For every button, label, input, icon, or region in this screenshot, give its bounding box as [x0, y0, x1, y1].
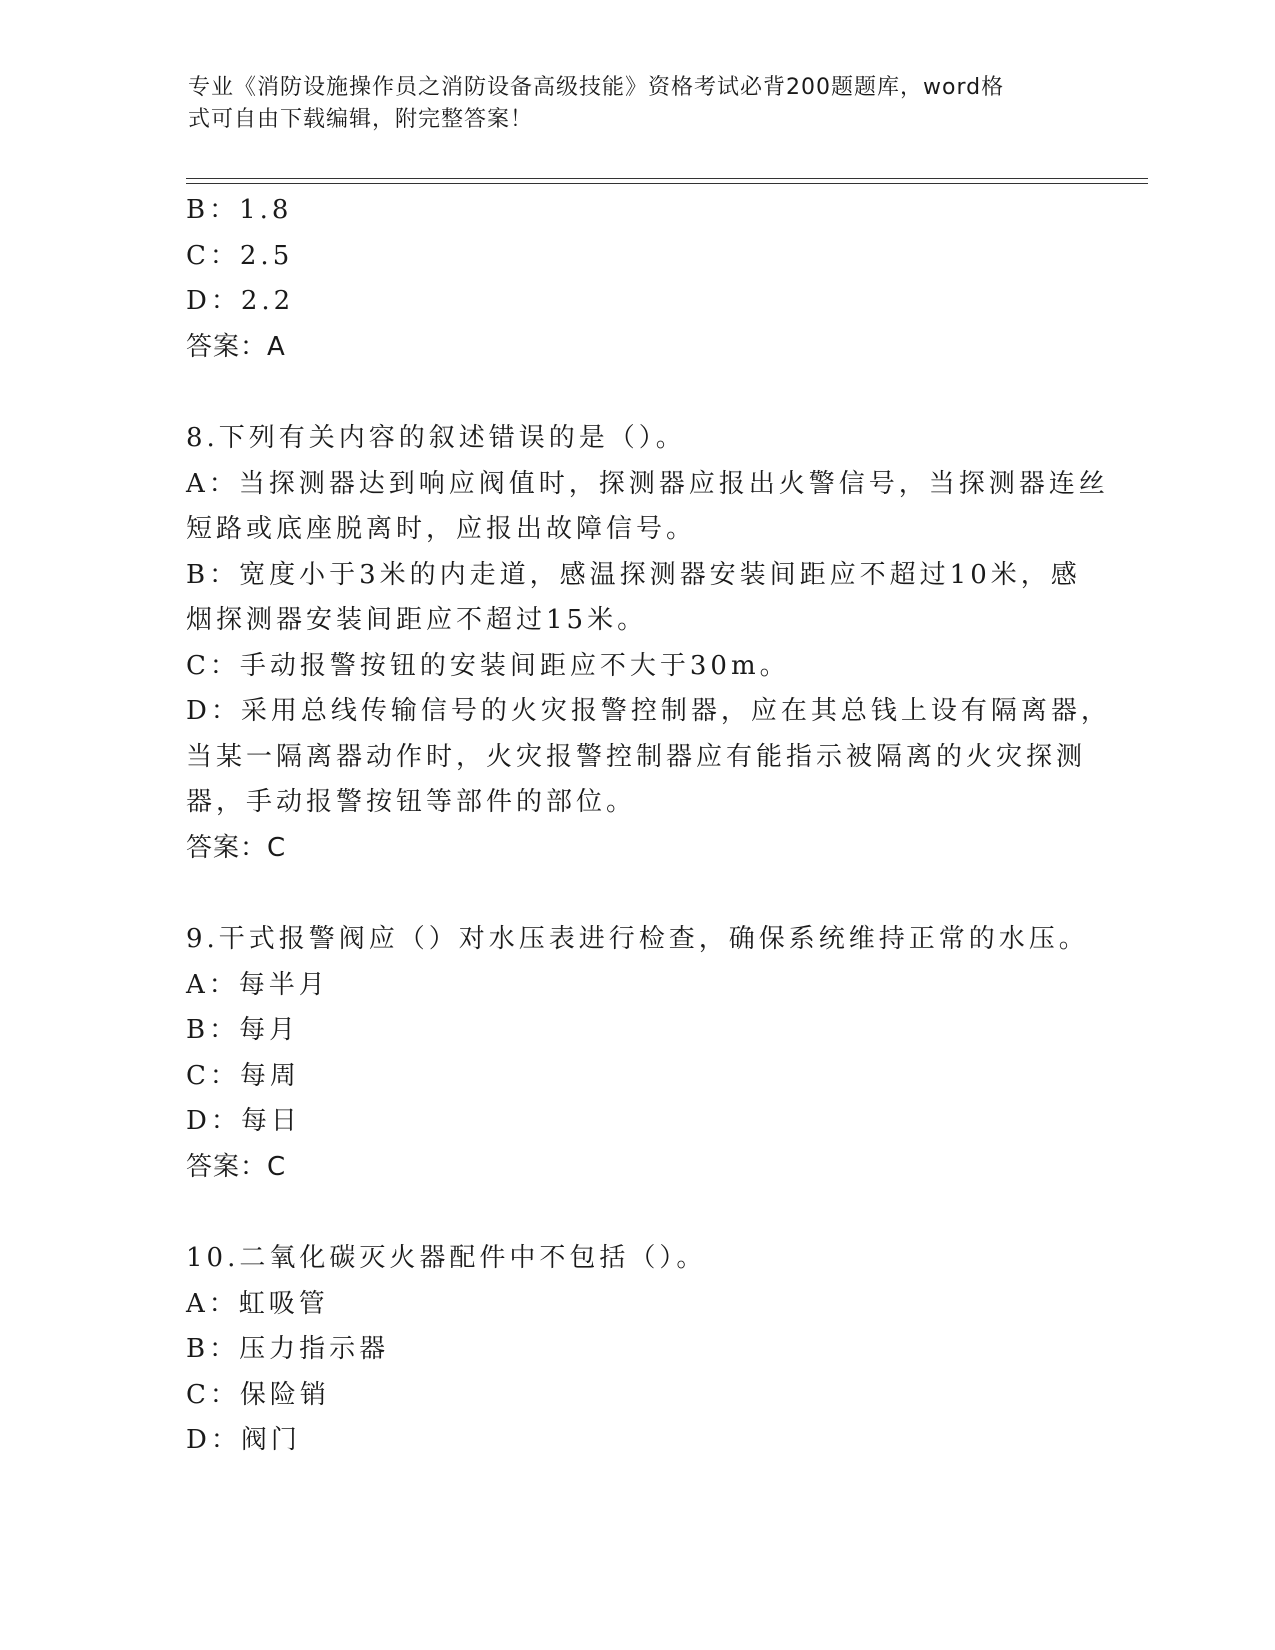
spacer — [186, 370, 1086, 416]
option-a: A：每半月 — [186, 969, 329, 1000]
question-text: 8.下列有关内容的叙述错误的是（）。 — [186, 423, 686, 453]
question-text: 9.干式报警阀应（）对水压表进行检查，确保系统维持正常的水压。 — [186, 924, 1089, 954]
option-b: B：1.8 — [186, 195, 293, 225]
option-c: C：2.5 — [186, 240, 294, 271]
spacer — [186, 1190, 1086, 1236]
option-b-continued: 烟探测器安装间距应不超过15米。 — [186, 605, 648, 635]
option-d-continued: 当某一隔离器动作时，火灾报警控制器应有能指示被隔离的火灾探测 — [186, 741, 1087, 772]
question-text: 10.二氧化碳灭火器配件中不包括（）。 — [186, 1243, 707, 1273]
option-d: D：每日 — [186, 1106, 301, 1136]
question-8 — [186, 416, 1111, 871]
option-d: D：采用总线传输信号的火灾报警控制器，应在其总钱上设有隔离器， — [186, 696, 1111, 726]
option-b: B：压力指示器 — [186, 1334, 390, 1364]
spacer — [186, 871, 1086, 917]
option-d-continued: 器，手动报警按钮等部件的部位。 — [186, 787, 637, 817]
option-d: D：阀门 — [186, 1425, 301, 1455]
option-b: B：每月 — [186, 1015, 300, 1045]
option-a: A：当探测器达到响应阀值时，探测器应报出火警信号，当探测器连丝 — [186, 468, 1109, 499]
header-divider-top — [186, 178, 1148, 179]
option-c: C：手动报警按钮的安装间距应不大于30m。 — [186, 650, 790, 681]
document-header — [188, 72, 1068, 136]
answer: 答案：C — [186, 832, 287, 863]
header-line-1: 专业《消防设施操作员之消防设备高级技能》资格考试必背200题题库，word格 — [188, 75, 1005, 100]
option-a-continued: 短路或底座脱离时，应报出故障信号。 — [186, 514, 697, 544]
question-list — [186, 188, 1111, 1464]
header-line-2: 式可自由下载编辑，附完整答案！ — [188, 107, 534, 132]
option-b: B：宽度小于3米的内走道，感温探测器安装间距应不超过10米，感 — [186, 559, 1081, 590]
option-a: A：虹吸管 — [186, 1288, 329, 1319]
option-c: C：保险销 — [186, 1379, 330, 1410]
option-d: D：2.2 — [186, 286, 295, 316]
option-c: C：每周 — [186, 1060, 300, 1091]
header-divider-bottom — [186, 183, 1148, 184]
question-10 — [186, 1236, 1086, 1464]
question-9 — [186, 917, 1089, 1190]
answer: 答案：C — [186, 1151, 287, 1182]
answer: 答案：A — [186, 331, 286, 362]
question-7-tail — [186, 188, 1086, 370]
